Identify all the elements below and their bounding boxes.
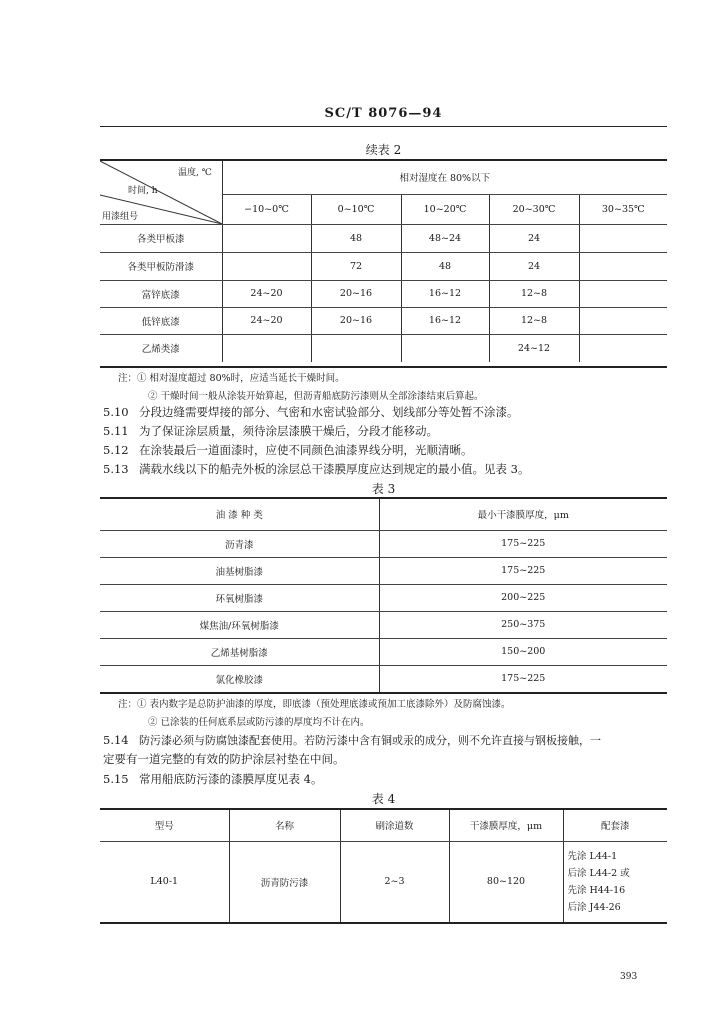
cell bbox=[311, 334, 401, 362]
cell: 72 bbox=[311, 252, 401, 280]
matching-paint: 后涂 L44-2 或 bbox=[567, 867, 630, 879]
temp-col-2: 0~10℃ bbox=[311, 194, 401, 224]
paragraph-5-14 bbox=[103, 732, 601, 748]
temp-col-4: 20~30℃ bbox=[489, 194, 579, 224]
document-header: SC/T 8076—94 bbox=[324, 106, 443, 121]
cell: 175~225 bbox=[379, 530, 667, 557]
cell: 20~16 bbox=[311, 280, 401, 307]
cell bbox=[401, 334, 489, 362]
page-number: 393 bbox=[620, 972, 638, 982]
cell: 12~8 bbox=[489, 307, 579, 334]
cell: 175~225 bbox=[379, 665, 667, 692]
matching-paint: 后涂 J44-26 bbox=[567, 901, 621, 913]
paragraph-5-13 bbox=[103, 461, 529, 477]
cell: 16~12 bbox=[401, 280, 489, 307]
table2-note-2: ② 干燥时间一般从涂装开始算起，但沥青船底防污漆则从全部涂漆结束后算起。 bbox=[148, 391, 484, 402]
table-row bbox=[100, 280, 667, 307]
temp-col-1: −10~0℃ bbox=[222, 194, 311, 224]
table-row bbox=[100, 557, 667, 584]
cell: 150~200 bbox=[379, 638, 667, 665]
cell: 24 bbox=[489, 252, 579, 280]
paragraph-number: 5.15 bbox=[103, 772, 129, 786]
cell: 48 bbox=[401, 252, 489, 280]
cell: 乙烯基树脂漆 bbox=[100, 638, 379, 665]
temp-col-5: 30~35℃ bbox=[579, 194, 667, 224]
cell bbox=[579, 334, 667, 362]
cell: 80~120 bbox=[449, 841, 563, 922]
cell bbox=[579, 307, 667, 334]
paragraph-number: 5.14 bbox=[103, 733, 129, 747]
cell bbox=[222, 252, 311, 280]
header-humidity-group: 相对湿度在 80%以下 bbox=[222, 161, 667, 194]
cell: 沥青漆 bbox=[100, 530, 379, 557]
table3-note-2: ② 已涂装的任何底系层或防污漆的厚度均不计在内。 bbox=[148, 717, 370, 728]
table2-bottom-rule bbox=[100, 366, 667, 368]
cell: 2~3 bbox=[340, 841, 449, 922]
cell bbox=[579, 280, 667, 307]
cell: 175~225 bbox=[379, 557, 667, 584]
cell bbox=[579, 252, 667, 280]
table3-header-thickness: 最小干漆膜厚度，μm bbox=[379, 499, 667, 530]
table4-header-thickness: 干漆膜厚度，μm bbox=[449, 810, 563, 841]
cell: 24~12 bbox=[489, 334, 579, 362]
cell: 48~24 bbox=[401, 224, 489, 252]
table2 bbox=[100, 161, 667, 362]
cell: 200~225 bbox=[379, 584, 667, 611]
table2-note-1: 注：① 相对湿度超过 80%时，应适当延长干燥时间。 bbox=[118, 373, 345, 384]
temp-col-3: 10~20℃ bbox=[401, 194, 489, 224]
paragraph-text: 为了保证涂层质量，须待涂层漆膜干燥后，分段才能移动。 bbox=[139, 424, 438, 438]
table3-header-paint-type: 油 漆 种 类 bbox=[100, 499, 379, 530]
paint-name: 乙烯类漆 bbox=[141, 344, 180, 356]
cell: 24 bbox=[489, 224, 579, 252]
table-row bbox=[100, 252, 667, 280]
matching-paints-cell bbox=[563, 841, 667, 922]
cell: 沥青防污漆 bbox=[229, 841, 340, 922]
cell bbox=[222, 224, 311, 252]
table4-bottom-rule bbox=[100, 922, 667, 924]
table2-caption: 续表 2 bbox=[365, 143, 402, 157]
table3-caption: 表 3 bbox=[371, 482, 396, 496]
paragraph-number: 5.10 bbox=[103, 405, 129, 419]
cell: 250~375 bbox=[379, 611, 667, 638]
table-row bbox=[100, 584, 667, 611]
table-row bbox=[100, 665, 667, 692]
table4-header-model: 型号 bbox=[100, 810, 229, 841]
paragraph-text: 满载水线以下的船壳外板的涂层总干漆膜厚度应达到规定的最小值。见表 3。 bbox=[139, 462, 530, 476]
paragraph-5-10 bbox=[103, 404, 519, 420]
paragraph-5-12 bbox=[103, 442, 473, 458]
table4-caption: 表 4 bbox=[371, 792, 396, 806]
table4-header-coats: 刷涂道数 bbox=[340, 810, 449, 841]
paragraph-text: 在涂装最后一道面漆时，应使不同颜色油漆界线分明，光顺清晰。 bbox=[139, 443, 473, 457]
paint-name: 各类甲板防滑漆 bbox=[100, 252, 222, 280]
table-row bbox=[100, 307, 667, 334]
matching-paint: 先涂 L44-1 bbox=[567, 850, 618, 862]
cell: 24~20 bbox=[222, 307, 311, 334]
table3-note-1: 注：① 表内数字是总防护油漆的厚度，即底漆（预处理底漆或预加工底漆除外）及防腐蚀漆。 bbox=[118, 699, 511, 710]
cell: 20~16 bbox=[311, 307, 401, 334]
table4-header-matching: 配套漆 bbox=[563, 810, 667, 841]
cell bbox=[222, 334, 311, 362]
paragraph-5-15 bbox=[103, 771, 322, 787]
paragraph-text: 防污漆必须与防腐蚀漆配套使用。若防污漆中含有铜或汞的成分，则不允许直接与钢板接触，一 bbox=[139, 734, 601, 747]
cell: 16~12 bbox=[401, 307, 489, 334]
cell bbox=[579, 224, 667, 252]
table4-header-name: 名称 bbox=[229, 810, 340, 841]
table2-corner-header bbox=[100, 161, 222, 224]
cell: 12~8 bbox=[489, 280, 579, 307]
header-paint: 用漆组号 bbox=[102, 212, 139, 222]
paragraph-number: 5.12 bbox=[103, 443, 129, 457]
paragraph-text: 常用船底防污漆的漆膜厚度见表 4。 bbox=[139, 772, 323, 786]
table4 bbox=[100, 810, 667, 922]
cell: 氯化橡胶漆 bbox=[215, 674, 263, 686]
header-temperature: 温度, ℃ bbox=[178, 168, 212, 178]
cell: 环氧树脂漆 bbox=[100, 584, 379, 611]
paint-name: 富锌底漆 bbox=[100, 280, 222, 307]
table-row bbox=[100, 841, 667, 922]
paragraph-text: 分段边缝需要焊接的部分、气密和水密试验部分、划线部分等处暂不涂漆。 bbox=[139, 405, 519, 419]
paragraph-number: 5.13 bbox=[103, 462, 129, 476]
table-row bbox=[100, 334, 667, 362]
table-row bbox=[100, 224, 667, 252]
cell: 48 bbox=[311, 224, 401, 252]
header-rule bbox=[100, 126, 667, 127]
table-row bbox=[100, 530, 667, 557]
matching-paint: 先涂 H44-16 bbox=[567, 884, 626, 896]
cell: 24~20 bbox=[222, 280, 311, 307]
paragraph-number: 5.11 bbox=[103, 424, 129, 438]
table-row bbox=[100, 611, 667, 638]
table-row bbox=[100, 638, 667, 665]
paragraph-5-11 bbox=[103, 423, 438, 439]
cell: L40-1 bbox=[150, 876, 179, 888]
table3 bbox=[100, 499, 667, 692]
paragraph-5-14-line-2: 定要有一道完整的有效的防护涂层衬垫在中间。 bbox=[103, 752, 345, 766]
table3-bottom-rule bbox=[100, 692, 667, 694]
paint-name: 低锌底漆 bbox=[100, 307, 222, 334]
cell: 煤焦油/环氧树脂漆 bbox=[100, 611, 379, 638]
cell: 油基树脂漆 bbox=[100, 557, 379, 584]
paint-name: 各类甲板漆 bbox=[100, 224, 222, 252]
header-time: 时间, h bbox=[128, 186, 158, 196]
